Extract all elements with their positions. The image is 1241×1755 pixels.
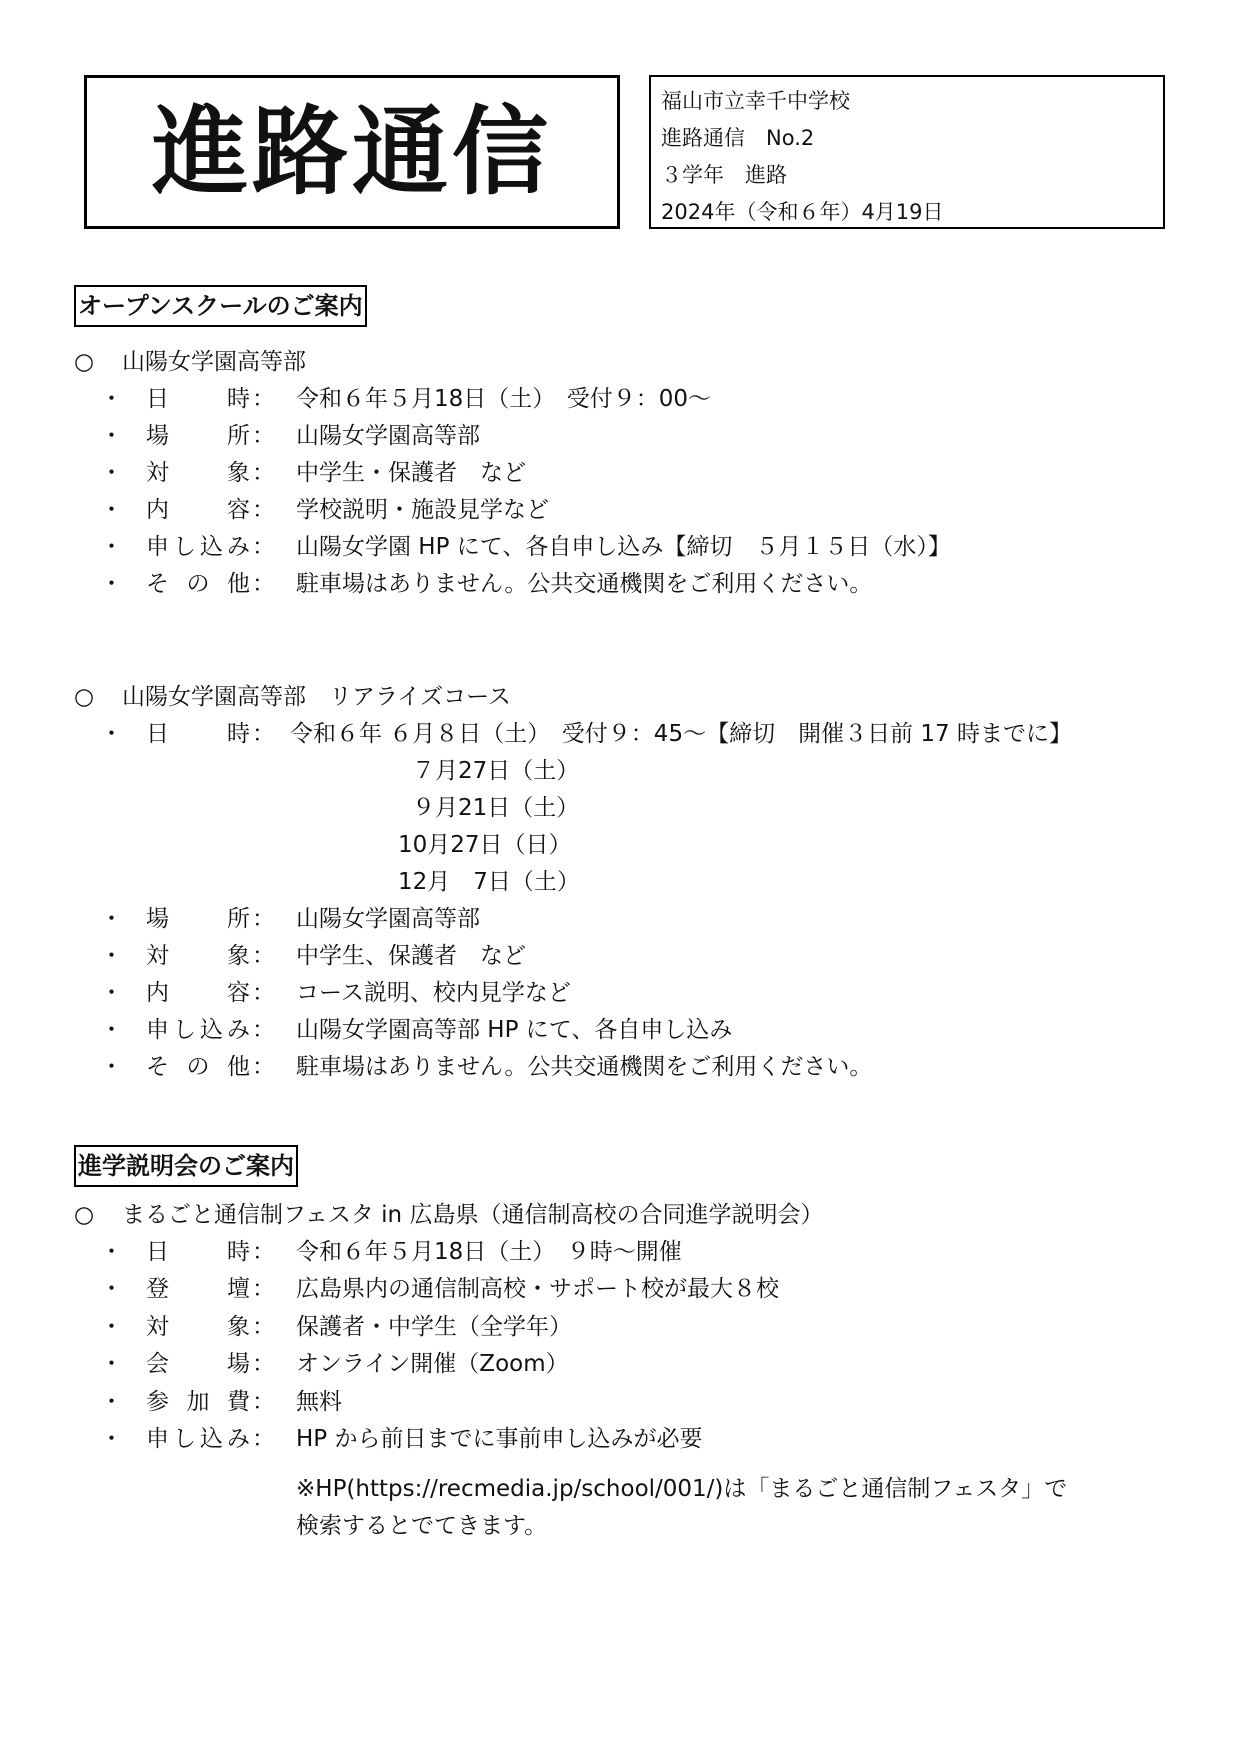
bullet: ・ [100,497,123,523]
row-value: 中学生、保護者 など [296,943,526,969]
bullet: ・ [100,1239,123,1265]
row-label: 日 時 [146,1239,250,1265]
school-name: 福山市立幸千中学校 [661,89,850,113]
row-value: 保護者・中学生（全学年） [296,1313,572,1340]
row-label: 登 壇 [146,1276,250,1303]
bullet: ・ [100,1054,123,1080]
row-colon: ： [252,980,275,1006]
row-value: 駐車場はありません。公共交通機関をご利用ください。 [296,1054,873,1080]
row-colon: ： [252,534,275,560]
bullet: ・ [100,534,123,560]
section-heading-open-school: オープンスクールのご案内 [74,285,367,327]
row-colon: ： [252,423,275,449]
event-note-search: 検索するとでてきます。 [296,1513,548,1539]
row-label: 申 し 込 み [146,1017,250,1043]
row-colon: ： [252,460,275,486]
row-colon: ： [252,1239,275,1265]
newsletter-title: 進路通信 [152,96,552,208]
row-label: 会 場 [146,1351,250,1378]
bullet: ・ [100,980,123,1006]
extra-date: ９月21日（土） [412,795,580,821]
bullet: ・ [100,1388,123,1415]
bullet: ・ [100,721,123,747]
row-value: 広島県内の通信制高校・サポート校が最大８校 [296,1276,779,1303]
row-label: 申 し 込 み [146,1426,250,1452]
row-value: 山陽女学園高等部 [296,906,480,932]
row-label: 日 時 [146,386,250,412]
bullet: ・ [100,1426,123,1452]
row-value: 学校説明・施設見学など [296,497,549,523]
row-label: 場 所 [146,906,250,932]
issue-info-box [649,75,1165,229]
event-name: まるごと通信制フェスタ in 広島県（通信制高校の合同進学説明会） [122,1202,824,1228]
row-value: HP から前日までに事前申し込みが必要 [296,1426,703,1452]
row-colon: ： [252,1313,275,1340]
bullet: ・ [100,423,123,449]
row-colon: ： [252,1388,275,1415]
row-colon: ： [252,386,275,412]
row-value: 令和６年５月18日（土） ９時～開催 [296,1239,682,1265]
newsletter-title-box [84,75,620,229]
bullet: ・ [100,1276,123,1303]
row-label: そ の 他 [146,1054,250,1080]
row-value: 無料 [296,1388,342,1415]
extra-date: 10月27日（日） [398,832,572,858]
row-colon: ： [252,571,275,597]
school2-title [74,680,511,714]
bullet: ・ [100,571,123,597]
row-colon: ： [252,943,275,969]
bullet: ・ [100,1351,123,1378]
row-label: 内 容 [146,980,250,1006]
row-label: 参 加 費 [146,1388,250,1415]
school1-title [74,345,306,379]
issue-date: 2024年（令和６年）4月19日 [661,200,944,224]
row-value: 駐車場はありません。公共交通機関をご利用ください。 [296,571,873,597]
row-colon: ： [252,1054,275,1080]
bullet: ・ [100,943,123,969]
row-colon: ： [252,721,275,747]
bullet: ・ [100,1313,123,1340]
bullet: ・ [100,460,123,486]
row-label: 対 象 [146,943,250,969]
event-note-url: ※HP(https://recmedia.jp/school/001/)は「まるごと通信制フェスタ」で [296,1476,1068,1502]
row-value: 令和６年５月18日（土） 受付９：00～ [296,386,712,412]
grade-department: ３学年 進路 [661,163,787,187]
row-colon: ： [252,1017,275,1043]
row-value: 山陽女学園 HP にて、各自申し込み【締切 ５月１５日（水）】 [296,534,951,560]
row-label: 場 所 [146,423,250,449]
row-label: そ の 他 [146,571,250,597]
extra-date: 12月 7日（土） [398,869,580,895]
bullet: ・ [100,1017,123,1043]
bullet: ・ [100,906,123,932]
row-colon: ： [252,906,275,932]
issue-number: 進路通信 No.2 [661,126,815,150]
row-value: オンライン開催（Zoom） [296,1351,569,1378]
row-colon: ： [252,1351,275,1378]
row-value: 山陽女学園高等部 HP にて、各自申し込み [296,1017,733,1043]
circle-marker: ○ [74,684,95,710]
row-label: 日 時 [146,721,250,747]
row-value: コース説明、校内見学など [296,980,571,1006]
row-label: 内 容 [146,497,250,523]
row-colon: ： [252,1276,275,1303]
bullet: ・ [100,386,123,412]
row-value: 中学生・保護者 など [296,460,526,486]
section-heading-info-session: 進学説明会のご案内 [74,1145,298,1187]
extra-date: ７月27日（土） [412,758,580,784]
school2-name: 山陽女学園高等部 リアライズコース [122,684,511,710]
row-value: 山陽女学園高等部 [296,423,480,449]
event-title [74,1198,823,1232]
row-colon: ： [252,497,275,523]
row-label: 申 し 込 み [146,534,250,560]
school1-name: 山陽女学園高等部 [122,349,306,375]
row-label: 対 象 [146,460,250,486]
row-label: 対 象 [146,1313,250,1340]
row-value: 令和６年 ６月８日（土） 受付９：45～【締切 開催３日前 17 時までに】 [290,721,1072,747]
row-colon: ： [252,1426,275,1452]
circle-marker: ○ [74,1202,95,1228]
circle-marker: ○ [74,349,95,375]
